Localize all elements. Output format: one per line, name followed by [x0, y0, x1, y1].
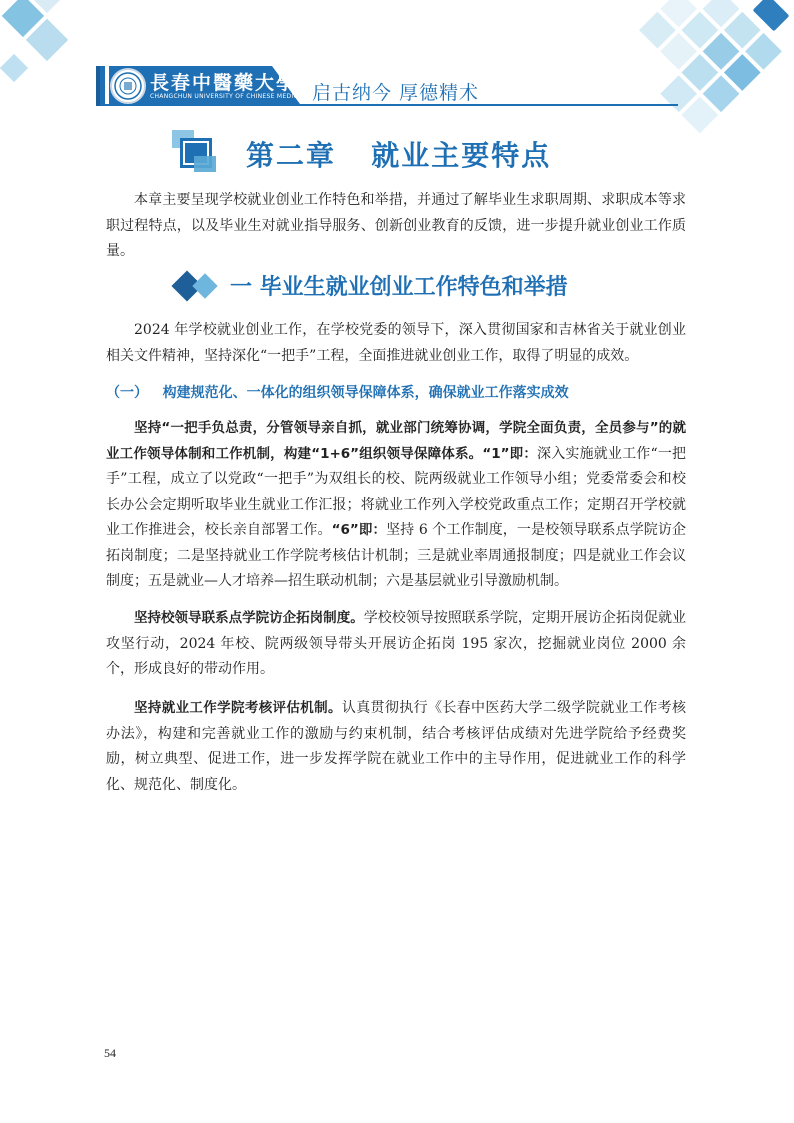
paragraph-assessment [106, 696, 686, 798]
chapter-title: 第二章 就业主要特点 [246, 139, 552, 172]
paragraph-leadership-system [106, 416, 686, 595]
bold-lead: 坚持“一把手负总责，分管领导亲自抓，就业部门统筹协调，学院全面负责，全员参与”的就业工作领导体制和工作机制，构建“1+6”组织领导保障体系。 [106, 420, 686, 462]
bold-lead: 坚持就业工作学院考核评估机制。 [134, 700, 342, 716]
bold-one: “1”即： [482, 445, 538, 462]
university-name-en: CHANGCHUN UNIVERSITY OF CHINESE MEDICINE [150, 93, 309, 100]
text-one: 深入实施就业工作“一把手”工程，成立了以党政“一把手”为双组长的校、院两级就业工作领导小组；党委常委会和校长办公会定期听取毕业生就业工作汇报；将就业工作列入学校党政重点工作；定期召开学校就业工作推进会，校长亲自部署工作。 [106, 445, 687, 538]
paragraph-text: 认真贯彻执行《长春中医药大学二级学院就业工作考核办法》，构建和完善就业工作的激励与约束机制，结合考核评估成绩对先进学院给予经费奖励，树立典型、促进工作，进一步发挥学院在就业工作中的主导作用，促进就业工作的科学化、规范化、制度化。 [106, 700, 687, 793]
paragraph-visit-enterprises [106, 606, 686, 683]
university-name: 長春中醫藥大學 [150, 72, 298, 94]
header-slogan: 启古纳今 厚德精术 [312, 82, 480, 104]
paragraph-text: 学校校领导按照联系学院，定期开展访企拓岗促就业攻坚行动，2024 年校、院两级领导带头开展访企拓岗 195 家次，挖掘就业岗位 2000 余个，形成良好的带动作用。 [106, 610, 686, 677]
section-diamond-icon [170, 270, 226, 304]
text-six: 坚持 6 个工作制度，一是校领导联系点学院访企拓岗制度；二是坚持就业工作学院考核估计机制；三是就业率周通报制度；四是就业工作会议制度；五是就业—人才培养—招生联动机制；六是基层就业引导激励机制。 [106, 522, 687, 589]
bold-six: “6”即： [331, 522, 387, 538]
header-accent-stripe [105, 66, 109, 106]
university-seal-icon [110, 68, 146, 104]
section-intro: 2024 年学校就业创业工作，在学校党委的领导下，深入贯彻国家和吉林省关于就业创业相关文件精神，坚持深化“一把手”工程，全面推进就业创业工作，取得了明显的成效。 [106, 322, 686, 364]
subsection-heading: （一） 构建规范化、一体化的组织领导保障体系，确保就业工作落实成效 [106, 385, 569, 401]
decorative-squares-right [534, 0, 794, 140]
bold-lead: 坚持校领导联系点学院访企拓岗制度。 [134, 610, 364, 626]
chapter-intro: 本章主要呈现学校就业创业工作特色和举措，并通过了解毕业生求职周期、求职成本等求职过程特点，以及毕业生对就业指导服务、创新创业教育的反馈，进一步提升就业创业工作质量。 [106, 192, 686, 259]
chapter-title-icon [172, 130, 220, 174]
page-number: 54 [104, 1046, 116, 1060]
section-title: 一 毕业生就业创业工作特色和举措 [230, 275, 568, 300]
